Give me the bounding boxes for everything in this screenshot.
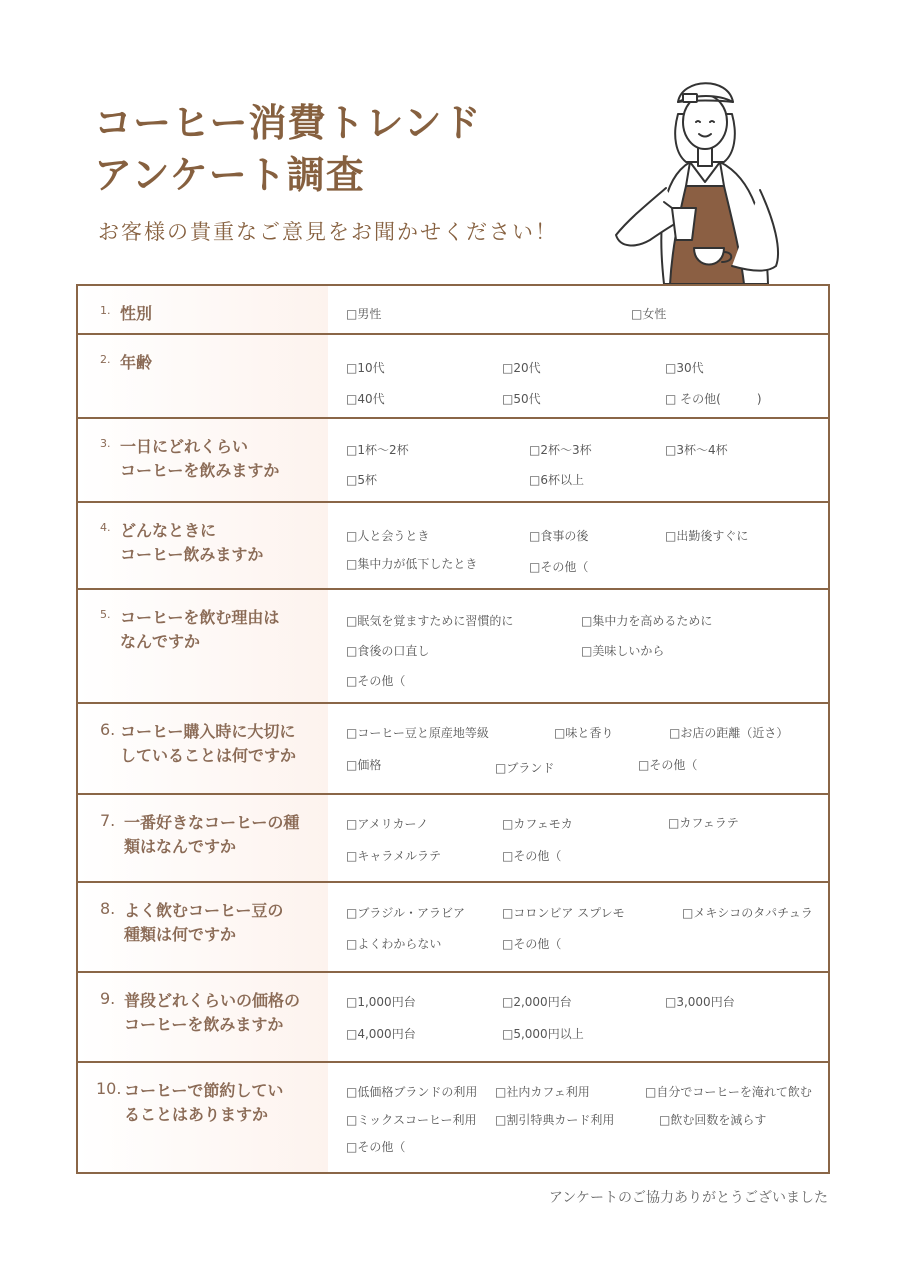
page-subtitle: お客様の貴重なご意見をお聞かせください！ xyxy=(98,220,558,244)
option-checkbox[interactable]: □男性 xyxy=(346,307,382,321)
option-checkbox[interactable]: □社内カフェ利用 xyxy=(495,1085,590,1099)
option-checkbox[interactable]: □3,000円台 xyxy=(665,995,735,1009)
question-text: よく飲むコーヒー豆の 種類は何ですか xyxy=(124,901,284,944)
option-checkbox[interactable]: □眠気を覚ますために習慣的に xyxy=(346,614,514,628)
question-number: 6. xyxy=(100,720,116,739)
option-checkbox[interactable]: □3杯〜4杯 xyxy=(665,443,728,457)
page-title-line-1: コーヒー消費トレンド xyxy=(94,100,482,145)
question-text: 性別 xyxy=(120,304,153,323)
option-checkbox[interactable]: □コロンビア スプレモ xyxy=(502,906,625,920)
option-checkbox[interactable]: □20代 xyxy=(502,361,541,375)
question-cell xyxy=(78,973,328,1061)
question-cell xyxy=(78,1063,328,1172)
question-text: コーヒー購入時に大切に していることは何ですか xyxy=(120,722,297,765)
question-row-2 xyxy=(78,335,828,419)
question-number: 9. xyxy=(100,989,116,1008)
option-checkbox[interactable]: □出勤後すぐに xyxy=(665,529,749,543)
option-checkbox[interactable]: □ブラジル・アラビア xyxy=(346,906,466,920)
option-checkbox[interactable]: □飲む回数を減らす xyxy=(659,1113,767,1127)
option-checkbox[interactable]: □1杯〜2杯 xyxy=(346,443,409,457)
option-checkbox[interactable]: □30代 xyxy=(665,361,704,375)
option-checkbox[interactable]: □1,000円台 xyxy=(346,995,416,1009)
question-cell xyxy=(78,335,328,417)
question-text: 一日にどれくらい コーヒーを飲みますか xyxy=(120,437,280,480)
question-row-6 xyxy=(78,704,828,795)
option-checkbox[interactable]: □5杯 xyxy=(346,473,377,487)
question-text: 一番好きなコーヒーの種 類はなんですか xyxy=(124,813,300,856)
question-text: コーヒーで節約してい ることはありますか xyxy=(124,1081,284,1124)
question-text: 普段どれくらいの価格の コーヒーを飲みますか xyxy=(124,991,301,1034)
question-row-8 xyxy=(78,883,828,973)
question-text: どんなときに コーヒー飲みますか xyxy=(120,521,264,564)
option-checkbox[interactable]: □食事の後 xyxy=(529,529,589,543)
option-checkbox[interactable]: □カフェモカ xyxy=(502,817,573,831)
question-row-9 xyxy=(78,973,828,1063)
question-number: 1. xyxy=(100,304,111,317)
option-checkbox[interactable]: □5,000円以上 xyxy=(502,1027,584,1041)
question-number: 4. xyxy=(100,521,111,534)
option-checkbox[interactable]: □ミックスコーヒー利用 xyxy=(346,1113,477,1127)
option-checkbox[interactable]: □10代 xyxy=(346,361,385,375)
option-checkbox[interactable]: □40代 xyxy=(346,392,385,406)
question-row-3 xyxy=(78,419,828,503)
option-checkbox[interactable]: □2,000円台 xyxy=(502,995,572,1009)
option-checkbox[interactable]: □その他（ xyxy=(502,849,562,863)
question-cell xyxy=(78,795,328,881)
option-checkbox[interactable]: □50代 xyxy=(502,392,541,406)
option-checkbox[interactable]: □割引特典カード利用 xyxy=(495,1113,615,1127)
question-cell xyxy=(78,503,328,588)
option-checkbox[interactable]: □味と香り xyxy=(554,726,614,740)
option-checkbox[interactable]: □6杯以上 xyxy=(529,473,584,487)
question-row-1 xyxy=(78,286,828,335)
option-checkbox[interactable]: □その他（ xyxy=(346,674,406,688)
option-checkbox[interactable]: □その他（ xyxy=(529,560,589,574)
option-checkbox[interactable]: □2杯〜3杯 xyxy=(529,443,592,457)
question-number: 5. xyxy=(100,608,111,621)
question-row-10 xyxy=(78,1063,828,1172)
barista-illustration xyxy=(606,70,796,284)
question-number: 7. xyxy=(100,811,116,830)
question-number: 2. xyxy=(100,353,111,366)
option-checkbox[interactable]: □ その他( ) xyxy=(665,392,762,406)
question-number: 8. xyxy=(100,899,116,918)
option-checkbox[interactable]: □キャラメルラテ xyxy=(346,849,441,863)
option-checkbox[interactable]: □低価格ブランドの利用 xyxy=(346,1085,478,1099)
question-cell xyxy=(78,590,328,702)
question-text: コーヒーを飲む理由は なんですか xyxy=(120,608,280,651)
option-checkbox[interactable]: □お店の距離（近さ） xyxy=(669,726,789,740)
option-checkbox[interactable]: □集中力が低下したとき xyxy=(346,557,478,571)
option-checkbox[interactable]: □その他（ xyxy=(346,1140,406,1154)
question-cell xyxy=(78,704,328,793)
question-row-5 xyxy=(78,590,828,704)
question-text: 年齢 xyxy=(120,353,153,372)
option-checkbox[interactable]: □コーヒー豆と原産地等級 xyxy=(346,726,489,740)
option-checkbox[interactable]: □4,000円台 xyxy=(346,1027,416,1041)
question-cell xyxy=(78,419,328,501)
option-checkbox[interactable]: □女性 xyxy=(631,307,667,321)
question-number: 3. xyxy=(100,437,111,450)
question-row-7 xyxy=(78,795,828,883)
option-checkbox[interactable]: □ブランド xyxy=(495,761,555,775)
option-checkbox[interactable]: □カフェラテ xyxy=(668,816,739,830)
survey-table xyxy=(76,284,830,1174)
option-checkbox[interactable]: □価格 xyxy=(346,758,382,772)
option-checkbox[interactable]: □集中力を高めるために xyxy=(581,614,713,628)
option-checkbox[interactable]: □食後の口直し xyxy=(346,644,430,658)
question-cell xyxy=(78,286,328,333)
option-checkbox[interactable]: □自分でコーヒーを淹れて飲む xyxy=(645,1085,812,1099)
page-title-line-2: アンケート調査 xyxy=(94,152,365,197)
option-checkbox[interactable]: □メキシコのタパチュラ xyxy=(682,906,813,920)
option-checkbox[interactable]: □美味しいから xyxy=(581,644,665,658)
question-row-4 xyxy=(78,503,828,590)
footer-thanks: アンケートのご協力ありがとうございました xyxy=(548,1190,828,1206)
option-checkbox[interactable]: □アメリカーノ xyxy=(346,817,429,831)
option-checkbox[interactable]: □その他（ xyxy=(638,758,698,772)
option-checkbox[interactable]: □人と会うとき xyxy=(346,529,430,543)
option-checkbox[interactable]: □その他（ xyxy=(502,937,562,951)
option-checkbox[interactable]: □よくわからない xyxy=(346,937,442,951)
question-cell xyxy=(78,883,328,971)
question-number: 10. xyxy=(96,1079,122,1098)
